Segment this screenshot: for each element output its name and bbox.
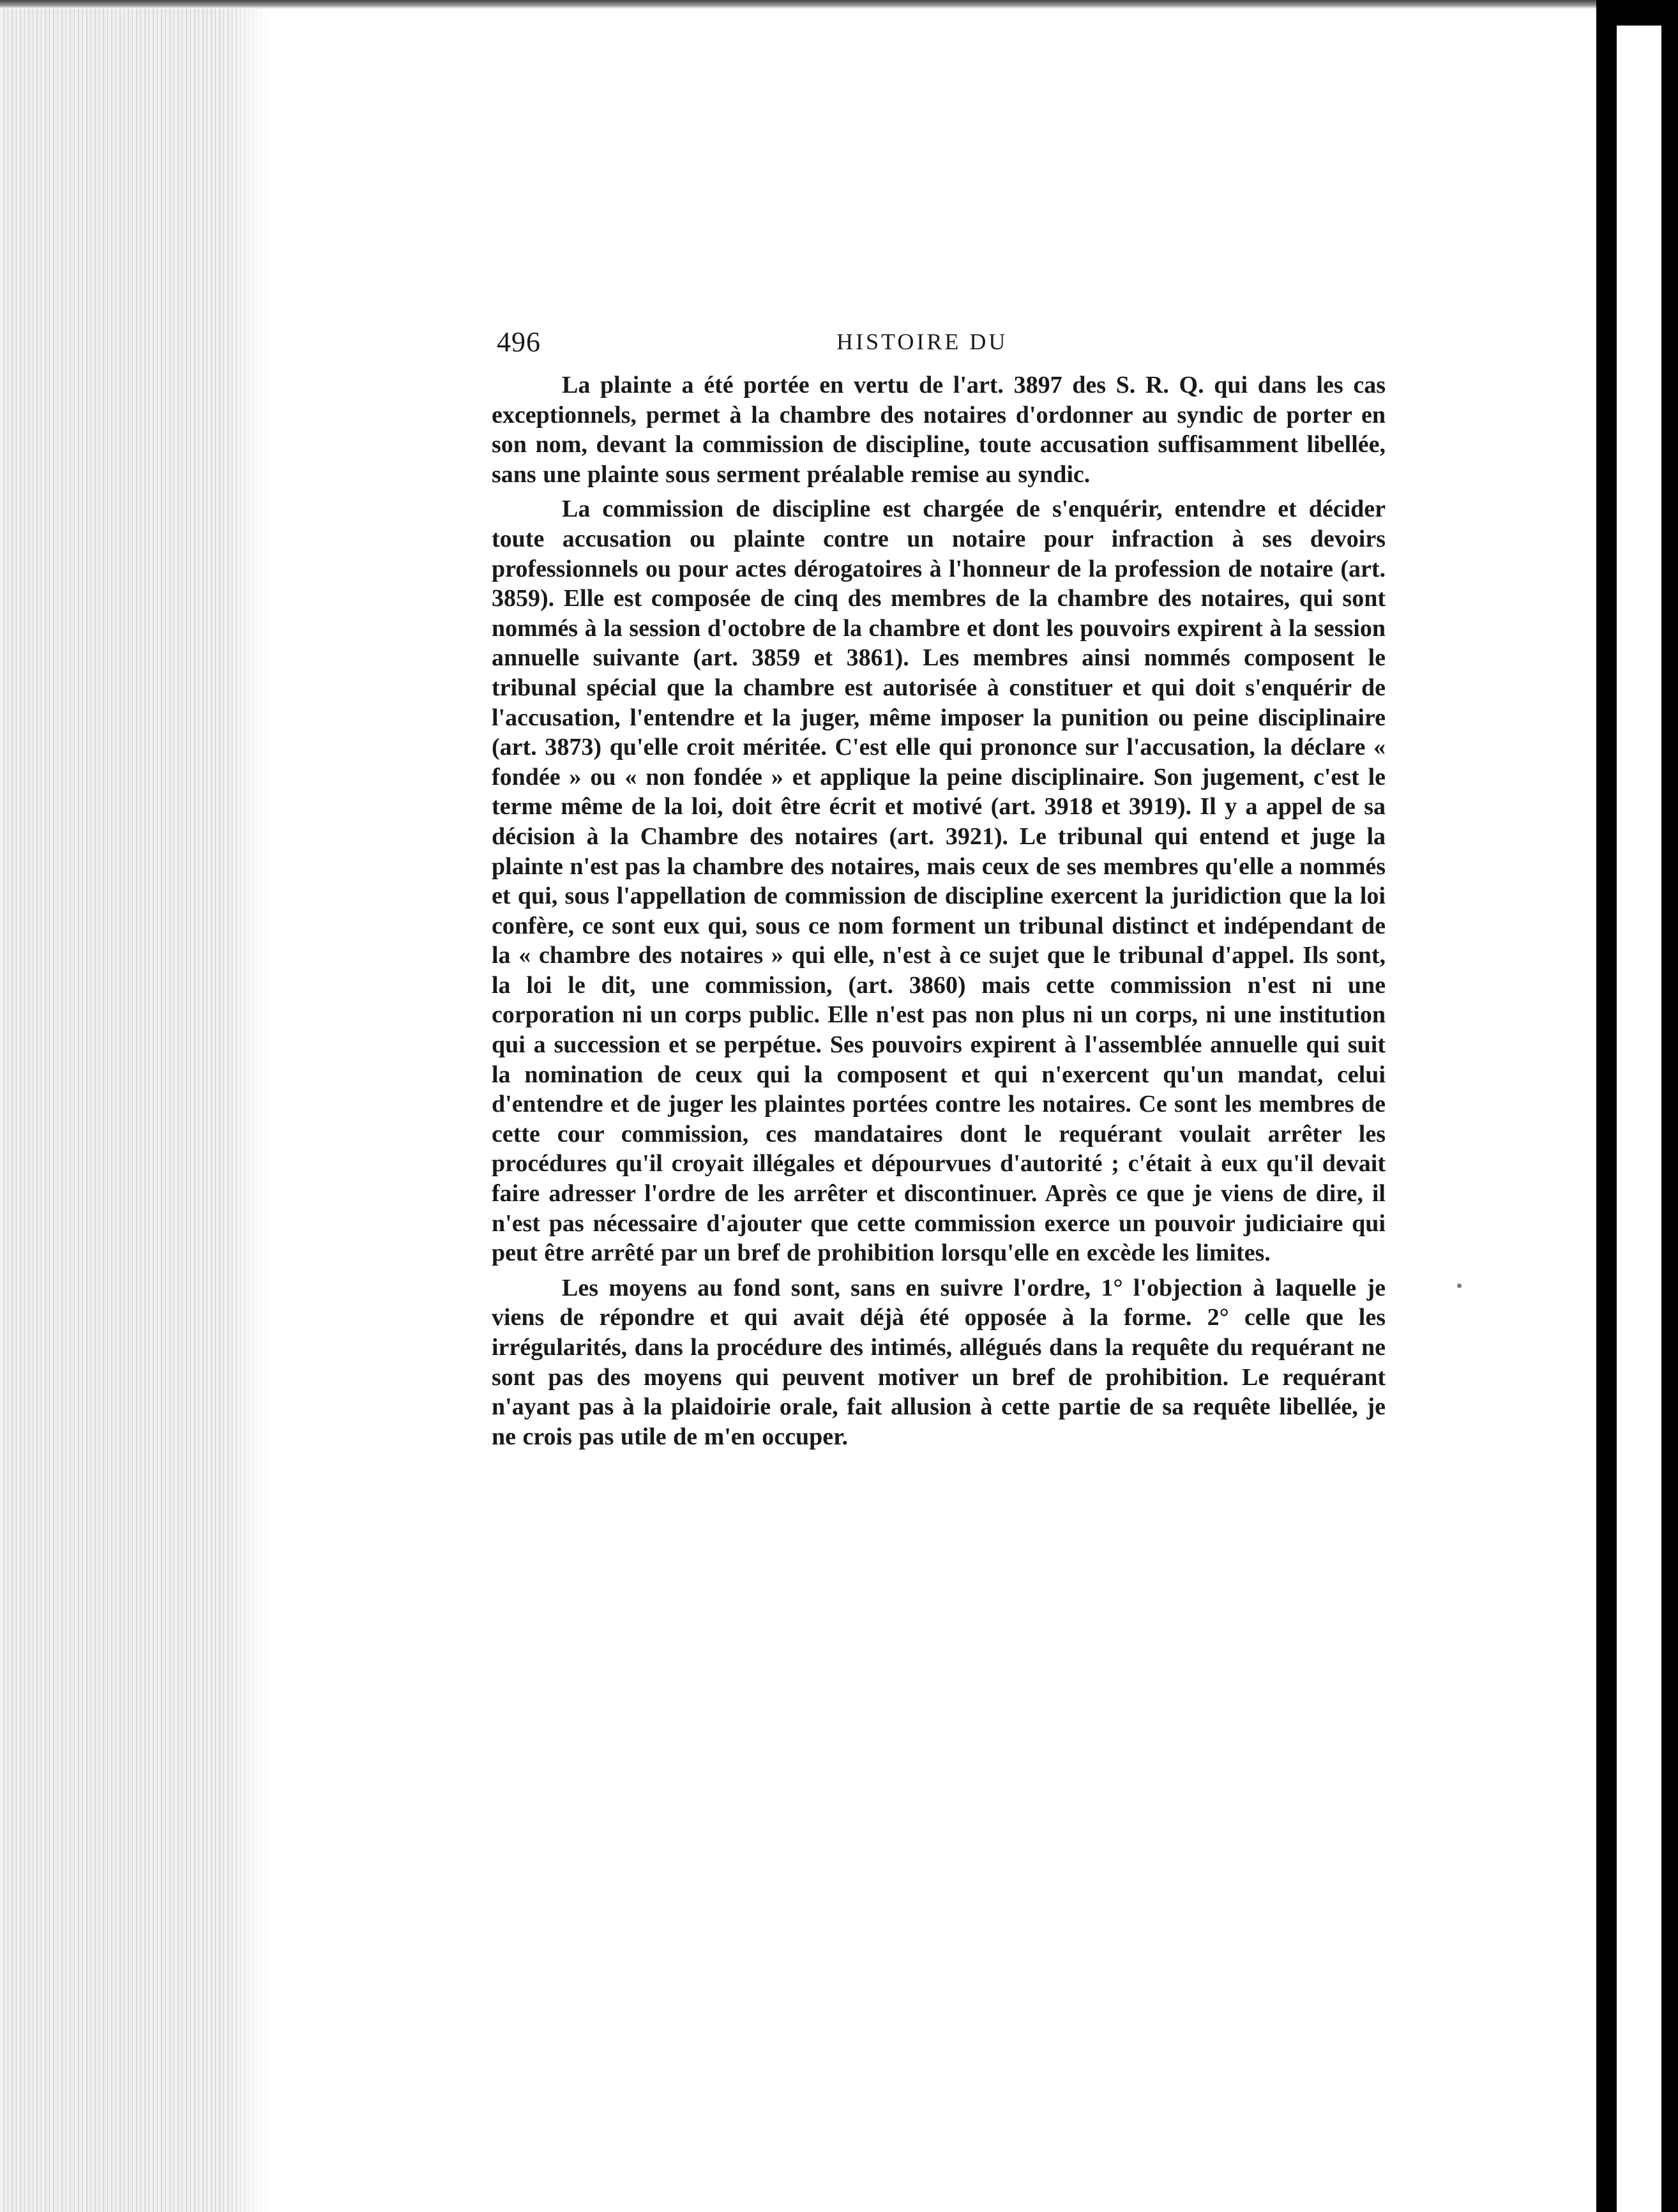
page-number: 496 bbox=[497, 326, 541, 358]
page-content bbox=[492, 326, 1386, 1457]
paragraph-2: La commission de discipline est chargée de s'enquérir, entendre et décider toute accusation ou plainte contre un notaire pour infraction à ses devoirs professionnels ou pour actes dérogatoires à l'honneur de la profession de notaire (art. 3859). Elle est composée de cinq des membres de la chambre des notaires, qui sont nommés à la session d'octobre de la chambre et dont les pouvoirs expirent à la session annuelle suivante (art. 3859 et 3861). Les membres ainsi nommés composent le tribunal spécial que la chambre est autorisée à constituer et qui doit s'enquérir de l'accusation, l'entendre et la juger, même imposer la punition ou peine disciplinaire (art. 3873) qu'elle croit méritée. C'est elle qui prononce sur l'accusation, la déclare « fondée » ou « non fondée » et applique la peine disciplinaire. Son jugement, c'est le terme même de la loi, doit être écrit et motivé (art. 3918 et 3919). Il y a appel de sa décision à la Chambre des notaires (art. 3921). Le tribunal qui entend et juge la plainte n'est pas la chambre des notaires, mais ceux de ses membres qu'elle a nommés et qui, sous l'appellation de commission de discipline exercent la juridiction que la loi confère, ce sont eux qui, sous ce nom forment un tribunal distinct et indépendant de la « chambre des notaires » qui elle, n'est à ce sujet que le tribunal d'appel. Ils sont, la loi le dit, une commission, (art. 3860) mais cette commission n'est ni une corporation ni un corps public. Elle n'est pas non plus ni un corps, ni une institution qui a succession et se perpétue. Ses pouvoirs expirent à l'assemblée annuelle qui suit la nomination de ceux qui la composent et qui n'exercent qu'un mandat, celui d'entendre et de juger les plaintes portées contre les notaires. Ce sont les membres de cette cour commission, ces mandataires dont le requérant voulait arrêter les procédures qu'il croyait illégales et dépourvues d'autorité ; c'était à eux qu'il devait faire adresser l'ordre de les arrêter et discontinuer. Après ce que je viens de dire, il n'est pas nécessaire d'ajouter que cette commission exerce un pouvoir judiciaire qui peut être arrêté par un bref de prohibition lorsqu'elle en excède les limites. bbox=[492, 496, 1386, 1267]
paragraph-1: La plainte a été portée en vertu de l'art. 3897 des S. R. Q. qui dans les cas exceptionnels, permet à la chambre des notaires d'ordonner au syndic de porter en son nom, devant la commission de discipline, toute accusation suffisamment libellée, sans une plainte sous serment préalable remise au syndic. bbox=[492, 372, 1386, 488]
running-head-title: HISTOIRE DU bbox=[836, 329, 1008, 354]
page-edges bbox=[0, 0, 268, 2212]
dust-speck bbox=[1457, 1284, 1462, 1288]
next-page-edge bbox=[1617, 26, 1661, 2212]
running-head bbox=[492, 326, 1386, 370]
top-edge bbox=[0, 0, 1622, 9]
paragraph-3: Les moyens au fond sont, sans en suivre l'ordre, 1° l'objection à laquelle je viens de répondre et qui avait déjà été opposée à la forme. 2° celle que les irrégularités, dans la procédure des intimés, allégués dans la requête du requérant ne sont pas des moyens qui peuvent motiver un bref de prohibition. Le requérant n'ayant pas à la plaidoirie orale, fait allusion à cette partie de sa requête libellée, je ne crois pas utile de m'en occuper. bbox=[492, 1274, 1386, 1450]
